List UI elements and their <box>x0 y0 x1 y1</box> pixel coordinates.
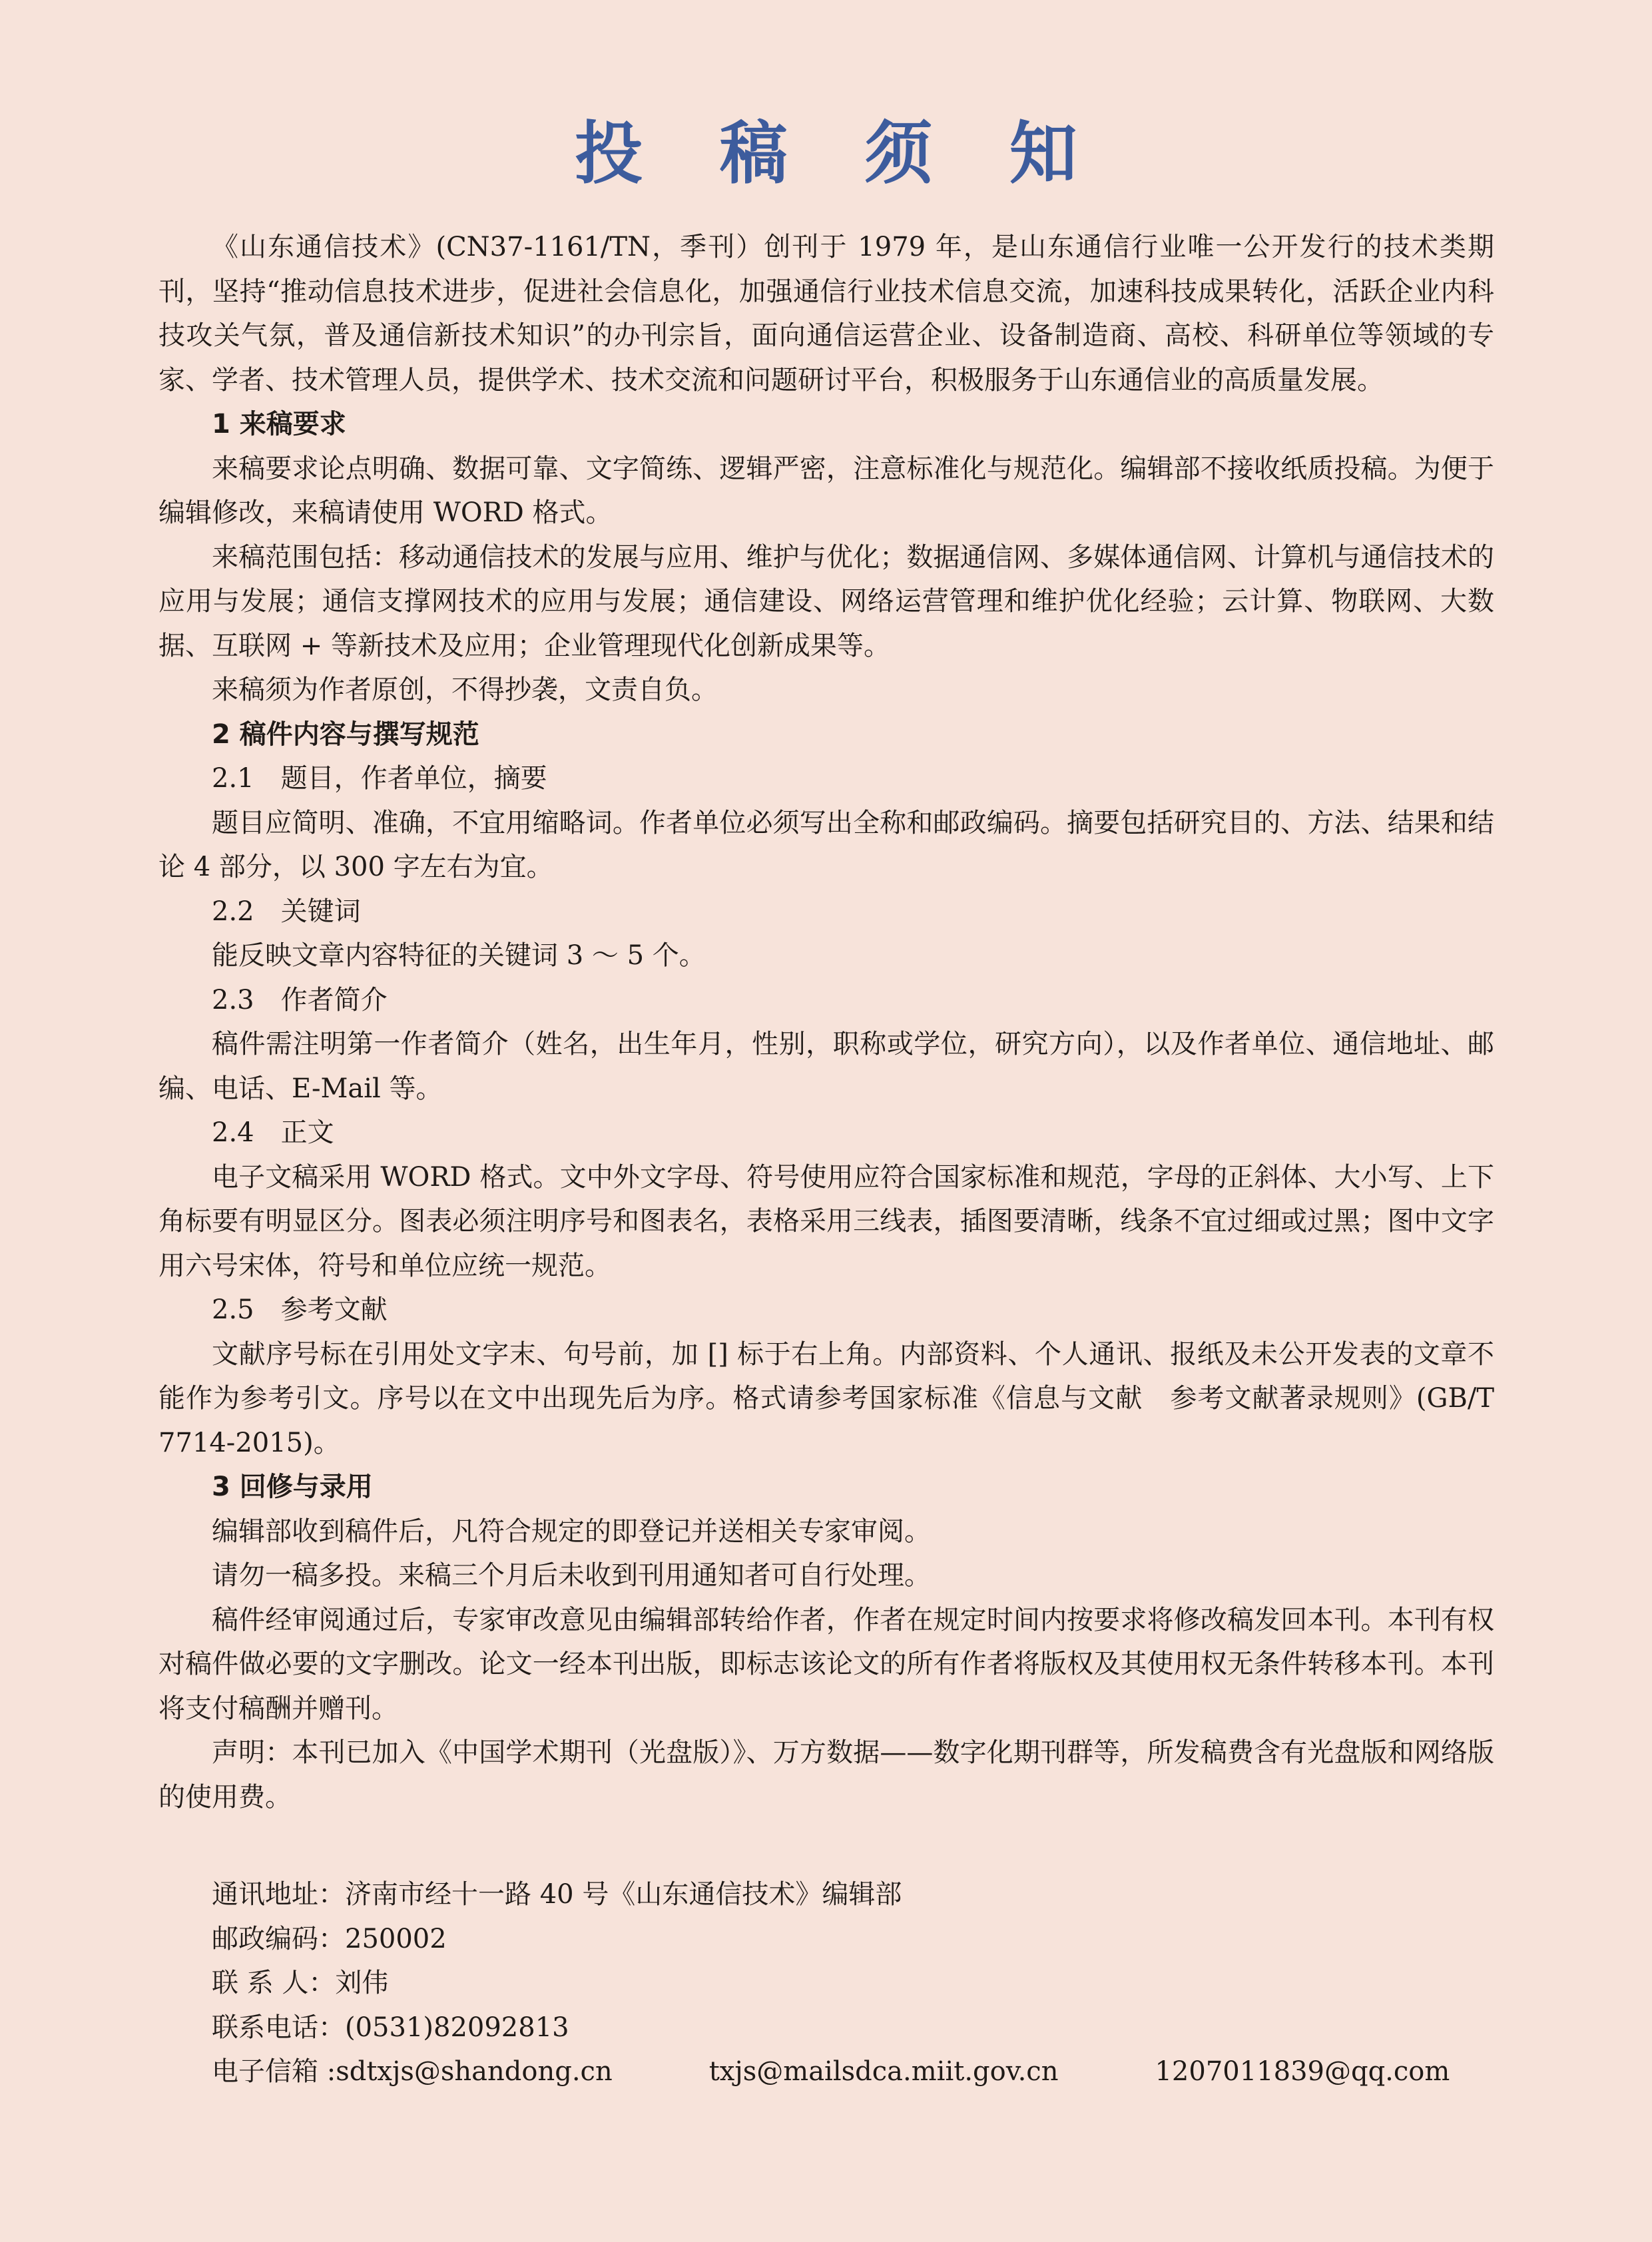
contact-address: 通讯地址：济南市经十一路 40 号《山东通信技术》编辑部 <box>212 1879 902 1910</box>
contact-person: 联 系 人：刘伟 <box>212 1968 389 1998</box>
section-1-heading: 1 来稿要求 <box>212 409 346 439</box>
subsection-2-3-paragraph: 稿件需注明第一作者简介（姓名，出生年月，性别，职称或学位，研究方向），以及作者单位、通信地址、邮编、电话、E-Mail 等。 <box>158 1029 1494 1104</box>
page-title: 投 稿 须 知 <box>575 114 1104 194</box>
section-3-paragraph-3: 稿件经审阅通过后，专家审改意见由编辑部转给作者，作者在规定时间内按要求将修改稿发回本刊。本刊有权对稿件做必要的文字删改。论文一经本刊出版，即标志该论文的所有作者将版权及其使用权无条件转移本刊。本刊将支付稿酬并赠刊。 <box>158 1604 1494 1724</box>
subsection-2-5-paragraph: 文献序号标在引用处文字末、句号前，加 [] 标于右上角。内部资料、个人通讯、报纸及未公开发表的文章不能作为参考引文。序号以在文中出现先后为序。格式请参考国家标准《信息与文献 参考文献著录规则》(GB/T 7714-2015)。 <box>158 1338 1494 1458</box>
contact-email-row <box>212 2050 1497 2094</box>
contact-email-1[interactable]: 电子信箱 :sdtxjs@shandong.cn <box>212 2056 613 2087</box>
subsection-2-4-paragraph: 电子文稿采用 WORD 格式。文中外文字母、符号使用应符合国家标准和规范，字母的正斜体、大小写、上下角标要有明显区分。图表必须注明序号和图表名，表格采用三线表，插图要清晰，线条不宜过细或过黑；图中文字用六号宋体，符号和单位应统一规范。 <box>158 1161 1494 1281</box>
subsection-2-2-heading: 2.2 关键词 <box>212 896 361 927</box>
article-body <box>158 225 1494 1819</box>
section-2-heading: 2 稿件内容与撰写规范 <box>212 718 479 750</box>
subsection-2-1-heading: 2.1 题目，作者单位，摘要 <box>212 763 547 794</box>
intro-paragraph: 《山东通信技术》(CN37-1161/TN，季刊）创刊于 1979 年，是山东通信行业唯一公开发行的技术类期刊，坚持“推动信息技术进步，促进社会信息化，加强通信行业技术信息交流，加速科技成果转化，活跃企业内科技攻关气氛，普及通信新技术知识”的办刊宗旨，面向通信运营企业、设备制造商、高校、科研单位等领域的专家、学者、技术管理人员，提供学术、技术交流和问题研讨平台，积极服务于山东通信业的高质量发展。 <box>158 232 1494 396</box>
section-3-paragraph-4: 声明：本刊已加入《中国学术期刊（光盘版）》、万方数据——数字化期刊群等，所发稿费含有光盘版和网络版的使用费。 <box>158 1737 1494 1813</box>
subsection-2-2-paragraph: 能反映文章内容特征的关键词 3 ～ 5 个。 <box>212 940 706 971</box>
contact-block <box>212 1872 1497 2094</box>
section-1-paragraph-3: 来稿须为作者原创，不得抄袭，文责自负。 <box>212 675 718 705</box>
section-3-paragraph-2: 请勿一稿多投。来稿三个月后未收到刊用通知者可自行处理。 <box>212 1560 931 1591</box>
subsection-2-3-heading: 2.3 作者简介 <box>212 984 388 1015</box>
contact-phone: 联系电话：(0531)82092813 <box>212 2012 569 2043</box>
contact-email-2[interactable]: txjs@mailsdca.miit.gov.cn <box>708 2056 1059 2087</box>
section-3-paragraph-1: 编辑部收到稿件后，凡符合规定的即登记并送相关专家审阅。 <box>212 1516 931 1547</box>
contact-postcode: 邮政编码：250002 <box>212 1923 447 1954</box>
subsection-2-4-heading: 2.4 正文 <box>212 1117 334 1148</box>
section-3-heading: 3 回修与录用 <box>212 1472 373 1502</box>
subsection-2-5-heading: 2.5 参考文献 <box>212 1294 388 1325</box>
section-1-paragraph-1: 来稿要求论点明确、数据可靠、文字简练、逻辑严密，注意标准化与规范化。编辑部不接收纸质投稿。为便于编辑修改，来稿请使用 WORD 格式。 <box>158 453 1494 528</box>
contact-email-3[interactable]: 1207011839@qq.com <box>1155 2056 1450 2087</box>
section-1-paragraph-2: 来稿范围包括：移动通信技术的发展与应用、维护与优化；数据通信网、多媒体通信网、计算机与通信技术的应用与发展；通信支撑网技术的应用与发展；通信建设、网络运营管理和维护优化经验；云计算、物联网、大数据、互联网 + 等新技术及应用；企业管理现代化创新成果等。 <box>158 541 1494 661</box>
subsection-2-1-paragraph: 题目应简明、准确，不宜用缩略词。作者单位必须写出全称和邮政编码。摘要包括研究目的、方法、结果和结论 4 部分，以 300 字左右为宜。 <box>158 807 1494 882</box>
